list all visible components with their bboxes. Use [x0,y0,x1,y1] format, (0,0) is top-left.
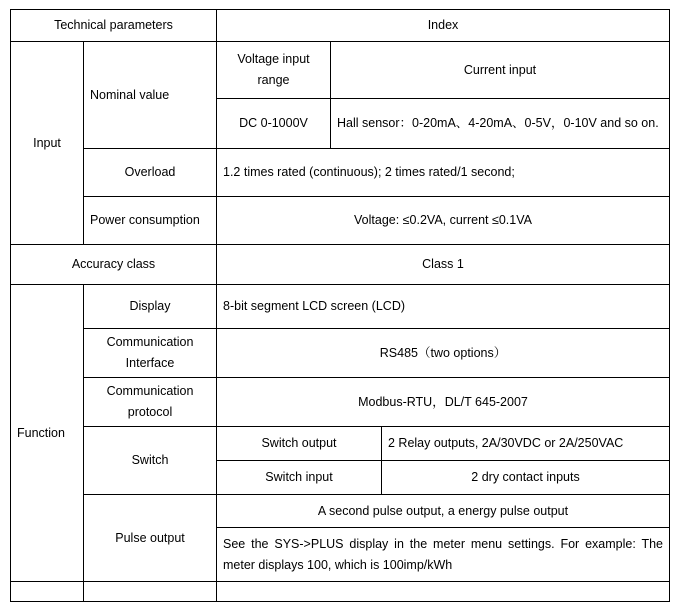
pulse-value-2: See the SYS->PLUS display in the meter menu settings. For example: The meter displays 100, which is 100imp/kWh [217,528,670,582]
function-label: Function [11,285,84,582]
display-value: 8-bit segment LCD screen (LCD) [217,285,670,329]
comm-interface-row [11,329,670,378]
overload-label: Overload [84,149,217,197]
pulse-row-1 [11,495,670,528]
comm-interface-label: Communication Interface [84,329,217,378]
pulse-label: Pulse output [84,495,217,582]
current-input-label: Current input [331,42,670,99]
switch-output-value: 2 Relay outputs, 2A/30VDC or 2A/250VAC [382,427,670,461]
header-row [11,10,670,42]
voltage-range-label: Voltage input range [217,42,331,99]
accuracy-label: Accuracy class [11,245,217,285]
comm-protocol-row [11,378,670,427]
switch-label: Switch [84,427,217,495]
input-label: Input [11,42,84,245]
continuation-cell-1 [11,582,84,602]
nominal-label: Nominal value [84,42,217,149]
comm-protocol-value: Modbus-RTU，DL/T 645-2007 [217,378,670,427]
display-label: Display [84,285,217,329]
switch-input-value: 2 dry contact inputs [382,461,670,495]
power-value: Voltage: ≤0.2VA, current ≤0.1VA [217,197,670,245]
power-row [11,197,670,245]
switch-output-row [11,427,670,461]
voltage-value: DC 0-1000V [217,99,331,149]
header-param: Technical parameters [11,10,217,42]
nominal-row-1 [11,42,670,99]
switch-input-label: Switch input [217,461,382,495]
accuracy-value: Class 1 [217,245,670,285]
power-label: Power consumption [84,197,217,245]
comm-protocol-label: Communication protocol [84,378,217,427]
continuation-cell-3 [217,582,670,602]
overload-row [11,149,670,197]
spec-table [10,9,670,602]
continuation-row [11,582,670,602]
pulse-value-1: A second pulse output, a energy pulse output [217,495,670,528]
accuracy-row [11,245,670,285]
comm-interface-value: RS485（two options） [217,329,670,378]
header-index: Index [217,10,670,42]
continuation-cell-2 [84,582,217,602]
overload-value: 1.2 times rated (continuous); 2 times rated/1 second; [217,149,670,197]
display-row [11,285,670,329]
current-value: Hall sensor：0-20mA、4-20mA、0-5V，0-10V and so on. [331,99,670,149]
switch-output-label: Switch output [217,427,382,461]
